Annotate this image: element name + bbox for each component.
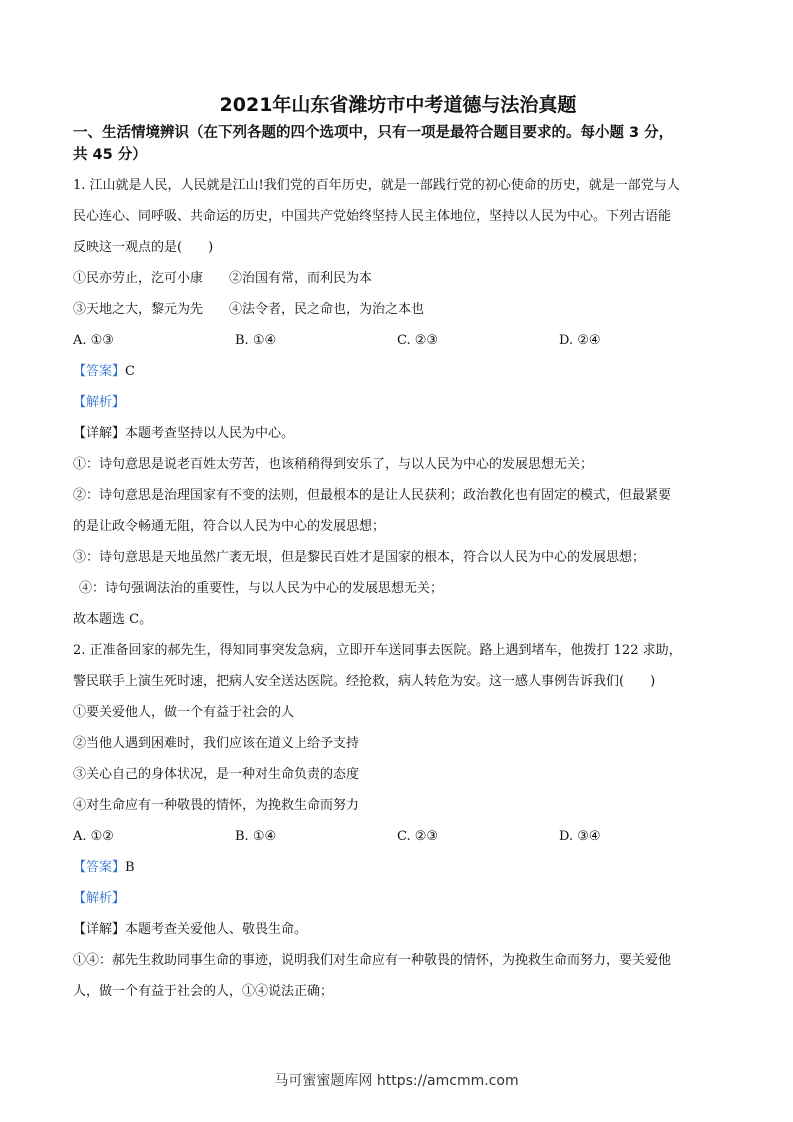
q1-stem-line: 反映这一观点的是( ) xyxy=(73,240,214,255)
detail-tag: 【详解】 xyxy=(73,922,126,937)
document-page xyxy=(73,90,723,1007)
q2-option-d: D. ③④ xyxy=(559,829,601,844)
q1-detail xyxy=(73,418,723,449)
q2-item: ①要关爱他人，做一个有益于社会的人 xyxy=(73,705,295,720)
q2-analysis xyxy=(73,883,723,914)
q1-option-c: C. ②③ xyxy=(397,333,439,348)
q2-item: ④对生命应有一种敬畏的情怀，为挽救生命而努力 xyxy=(73,798,360,813)
answer-tag: 【答案】 xyxy=(73,860,126,875)
q2-explanation: ①④：郝先生救助同事生命的事迹，说明我们对生命应有一种敬畏的情怀，为挽救生命而努力，要关爱他 xyxy=(73,953,672,968)
q2-item: ③关心自己的身体状况，是一种对生命负责的态度 xyxy=(73,767,360,782)
q1-explanation: ②：诗句意思是治理国家有不变的法则，但最根本的是让人民获利；政治教化也有固定的模式，但最紧要 xyxy=(73,488,672,503)
section-heading-line: 共 45 分） xyxy=(73,147,147,163)
section-heading-line: 一、生活情境辨识（在下列各题的四个选项中，只有一项是最符合题目要求的。每小题 3 分， xyxy=(73,125,674,141)
q1-stem-line: 民心连心、同呼吸、共命运的历史，中国共产党始终坚持人民主体地位，坚持以人民为中心。下列古语能 xyxy=(73,209,672,224)
q2-detail xyxy=(73,914,723,945)
answer-value: C xyxy=(125,364,135,379)
question-2 xyxy=(73,635,723,1007)
q2-stem-line: 警民联手上演生死时速，把病人安全送达医院。经抢救，病人转危为安。这一感人事例告诉我们( ) xyxy=(73,674,656,689)
answer-value: B xyxy=(125,860,135,875)
q1-stem-line: 1. 江山就是人民，人民就是江山!我们党的百年历史，就是一部践行党的初心使命的历史，就是一部党与人 xyxy=(73,178,680,193)
q2-stem-line: 2. 正准备回家的郝先生，得知同事突发急病，立即开车送同事去医院。路上遇到堵车，他拨打 122 求助， xyxy=(73,643,682,658)
q1-items-line: ①民亦劳止，汔可小康 ②治国有常，而利民为本 xyxy=(73,271,373,286)
q2-option-a: A. ①② xyxy=(73,829,114,844)
q1-option-a: A. ①③ xyxy=(73,333,114,348)
page-title: 2021年山东省潍坊市中考道德与法治真题 xyxy=(219,94,577,116)
q2-item: ②当他人遇到困难时，我们应该在道义上给予支持 xyxy=(73,736,360,751)
q2-option-b: B. ①④ xyxy=(235,829,277,844)
q1-explanation: ④：诗句强调法治的重要性，与以人民为中心的发展思想无关； xyxy=(79,581,444,596)
q1-option-b: B. ①④ xyxy=(235,333,277,348)
q1-items-line: ③天地之大，黎元为先 ④法令者，民之命也，为治之本也 xyxy=(73,302,425,317)
q1-analysis xyxy=(73,387,723,418)
q1-explanation: ③：诗句意思是天地虽然广袤无垠，但是黎民百姓才是国家的根本，符合以人民为中心的发展思想； xyxy=(73,550,646,565)
page-footer: 马可蜜蜜题库网 https://amcmm.com xyxy=(274,1073,519,1089)
q2-options xyxy=(73,821,723,852)
detail-tag: 【详解】 xyxy=(73,426,126,441)
q1-option-d: D. ②④ xyxy=(559,333,601,348)
answer-tag: 【答案】 xyxy=(73,364,126,379)
section-heading xyxy=(73,122,723,166)
q2-explanation: 人，做一个有益于社会的人，①④说法正确； xyxy=(73,984,334,999)
question-1 xyxy=(73,170,723,635)
q1-answer xyxy=(73,356,723,387)
analysis-tag: 【解析】 xyxy=(73,395,126,410)
q1-explanation: 的是让政令畅通无阻，符合以人民为中心的发展思想； xyxy=(73,519,386,534)
q2-option-c: C. ②③ xyxy=(397,829,439,844)
detail-text: 本题考查坚持以人民为中心。 xyxy=(125,426,295,441)
q1-explanation: ①：诗句意思是说老百姓太劳苦，也该稍稍得到安乐了，与以人民为中心的发展思想无关； xyxy=(73,457,594,472)
q1-conclusion: 故本题选 C。 xyxy=(73,612,153,627)
analysis-tag: 【解析】 xyxy=(73,891,126,906)
q1-options xyxy=(73,325,723,356)
q2-answer xyxy=(73,852,723,883)
detail-text: 本题考查关爱他人、敬畏生命。 xyxy=(125,922,308,937)
